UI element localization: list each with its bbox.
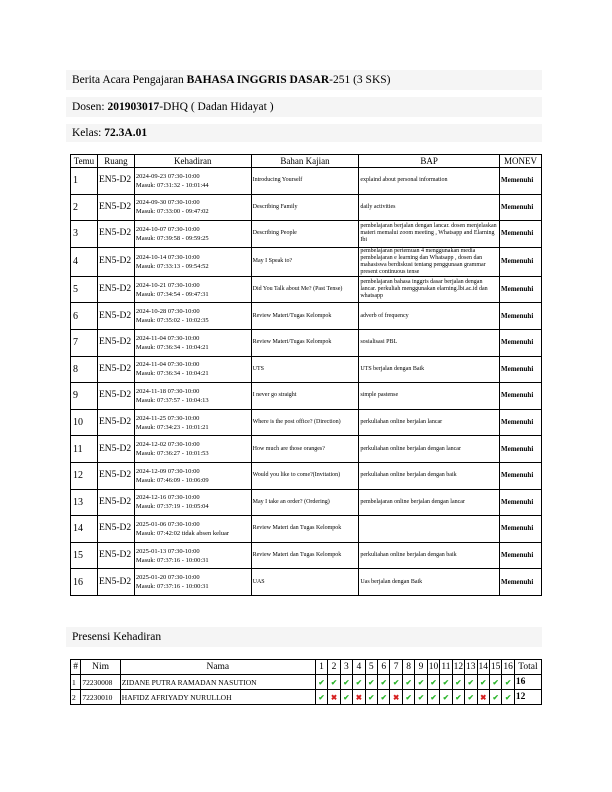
meeting-checkin: Masuk: 07:37:57 - 10:04:13 bbox=[135, 396, 209, 404]
meeting-number: 5 bbox=[71, 276, 98, 303]
meeting-checkin: Masuk: 07:36:34 - 10:04:21 bbox=[135, 370, 209, 378]
meeting-checkin: Masuk: 07:39:58 - 09:59:25 bbox=[135, 234, 209, 242]
meeting-bap: pembelajaran online berjalan dengan lancar bbox=[359, 489, 500, 516]
meeting-monev: Memenuhi bbox=[499, 221, 541, 248]
meeting-monev: Memenuhi bbox=[499, 303, 541, 330]
meeting-row bbox=[71, 436, 542, 463]
meeting-schedule: 2024-11-04 07:30-10:00 bbox=[135, 361, 200, 369]
col-bahan-kajian: Bahan Kajian bbox=[251, 155, 359, 168]
meeting-bap: pembelajaran bahasa inggris dasar berjalan dengan lancar. perkuliah menggunakan elarning.lbi.ac.id dan whatsapp bbox=[359, 276, 500, 303]
present-check-icon: ✔ bbox=[328, 675, 340, 690]
class-line bbox=[66, 124, 542, 142]
attendance-col-meeting-3: 3 bbox=[340, 660, 352, 675]
meeting-bap: perkuliahan online berjalan lancar bbox=[359, 409, 500, 436]
meeting-schedule: 2024-10-21 07:30-10:00 bbox=[135, 281, 200, 289]
meeting-attendance bbox=[134, 489, 251, 516]
attendance-col-meeting-15: 15 bbox=[489, 660, 501, 675]
meeting-schedule: 2024-11-18 07:30-10:00 bbox=[135, 387, 200, 395]
meeting-row bbox=[71, 569, 542, 596]
meeting-bap: perkuliahan online berjalan dengan baik bbox=[359, 542, 500, 569]
meeting-row bbox=[71, 168, 542, 195]
meeting-bap: perkuliahan online berjalan dengan baik bbox=[359, 462, 500, 489]
meeting-topic: UTS bbox=[251, 356, 359, 383]
meeting-row bbox=[71, 329, 542, 356]
meeting-checkin: Masuk: 07:36:27 - 10:01:53 bbox=[135, 450, 209, 458]
attendance-table bbox=[70, 659, 542, 705]
meeting-row bbox=[71, 276, 542, 303]
meeting-bap: pembelajaran berjalan dengan lancar. dosen menjelaskan materi memalui zoom meeting , Whatsapp and Elarning Ibi bbox=[359, 221, 500, 248]
meeting-row bbox=[71, 194, 542, 221]
meeting-room: EN5-D2 bbox=[97, 247, 134, 276]
meeting-number: 6 bbox=[71, 303, 98, 330]
attendance-col-meeting-6: 6 bbox=[378, 660, 390, 675]
meeting-row bbox=[71, 489, 542, 516]
attendance-col-meeting-5: 5 bbox=[365, 660, 377, 675]
meeting-attendance bbox=[134, 221, 251, 248]
meeting-number: 11 bbox=[71, 436, 98, 463]
present-check-icon: ✔ bbox=[378, 690, 390, 705]
lecturer-label: Dosen: bbox=[72, 101, 108, 113]
meeting-checkin: Masuk: 07:36:34 - 10:04:21 bbox=[135, 343, 209, 351]
meeting-bap: Uas berjalan dengan Baik bbox=[359, 569, 500, 596]
meeting-monev: Memenuhi bbox=[499, 276, 541, 303]
meeting-attendance bbox=[134, 303, 251, 330]
meeting-number: 8 bbox=[71, 356, 98, 383]
class-label: Kelas: bbox=[72, 127, 105, 139]
meeting-bap: simple pastense bbox=[359, 383, 500, 410]
meeting-attendance bbox=[134, 409, 251, 436]
meeting-topic: Describing People bbox=[251, 221, 359, 248]
meeting-bap: sosialisasi PBL bbox=[359, 329, 500, 356]
meeting-checkin: Masuk: 07:33:13 - 09:54:52 bbox=[135, 262, 209, 270]
col-temu: Temu bbox=[71, 155, 98, 168]
absent-cross-icon: ✖ bbox=[390, 690, 402, 705]
presensi-title-bar bbox=[66, 627, 542, 647]
student-name: ZIDANE PUTRA RAMADAN NASUTION bbox=[120, 675, 315, 690]
present-check-icon: ✔ bbox=[415, 675, 427, 690]
meeting-topic: Review Materi/Tugas Kelompok bbox=[251, 329, 359, 356]
meeting-monev: Memenuhi bbox=[499, 168, 541, 195]
meeting-number: 2 bbox=[71, 194, 98, 221]
meeting-number: 7 bbox=[71, 329, 98, 356]
meeting-schedule: 2024-10-14 07:30-10:00 bbox=[135, 253, 200, 261]
meeting-schedule: 2025-01-06 07:30-10:00 bbox=[135, 520, 200, 528]
meeting-checkin: Masuk: 07:37:16 - 10:00:31 bbox=[135, 583, 209, 591]
meeting-schedule: 2024-12-02 07:30-10:00 bbox=[135, 441, 200, 449]
student-name: HAFIDZ AFRIYADY NURULLOH bbox=[120, 690, 315, 705]
class-code: 72.3A.01 bbox=[104, 127, 148, 139]
meeting-room: EN5-D2 bbox=[97, 542, 134, 569]
meeting-room: EN5-D2 bbox=[97, 383, 134, 410]
meeting-monev: Memenuhi bbox=[499, 489, 541, 516]
meeting-room: EN5-D2 bbox=[97, 168, 134, 195]
meeting-topic: Did You Talk about Me? (Past Tense) bbox=[251, 276, 359, 303]
attendance-col-meeting-12: 12 bbox=[452, 660, 464, 675]
meetings-table bbox=[70, 154, 542, 596]
attendance-col-meeting-10: 10 bbox=[427, 660, 439, 675]
present-check-icon: ✔ bbox=[365, 675, 377, 690]
course-title-suffix: -251 (3 SKS) bbox=[329, 74, 391, 86]
attendance-col-nama: Nama bbox=[120, 660, 315, 675]
meeting-row bbox=[71, 247, 542, 276]
meeting-attendance bbox=[134, 194, 251, 221]
meeting-schedule: 2025-01-13 07:30-10:00 bbox=[135, 547, 200, 555]
meeting-attendance bbox=[134, 356, 251, 383]
meeting-attendance bbox=[134, 516, 251, 543]
present-check-icon: ✔ bbox=[340, 675, 352, 690]
meeting-number: 13 bbox=[71, 489, 98, 516]
meeting-attendance bbox=[134, 383, 251, 410]
attendance-row bbox=[71, 675, 542, 690]
present-check-icon: ✔ bbox=[465, 675, 477, 690]
present-check-icon: ✔ bbox=[489, 690, 501, 705]
meeting-room: EN5-D2 bbox=[97, 303, 134, 330]
meeting-attendance bbox=[134, 168, 251, 195]
meeting-number: 12 bbox=[71, 462, 98, 489]
meeting-row bbox=[71, 356, 542, 383]
meeting-bap bbox=[359, 516, 500, 543]
student-nim: 72230008 bbox=[81, 675, 120, 690]
meeting-row bbox=[71, 409, 542, 436]
present-check-icon: ✔ bbox=[427, 690, 439, 705]
lecturer-id: 201903017 bbox=[107, 101, 160, 113]
meeting-topic: May I Speak to? bbox=[251, 247, 359, 276]
meeting-topic: Where is the post office? (Direction) bbox=[251, 409, 359, 436]
meeting-bap: pembelajaran pertemuan 4 menggunakan media pembelajaran e learning dan Whatsapp , dosen dan mahasiswa berdiskusi tentang penggunaan grammar present continuous tense bbox=[359, 247, 500, 276]
attendance-col-no: # bbox=[71, 660, 81, 675]
col-monev: MONEV bbox=[499, 155, 541, 168]
absent-cross-icon: ✖ bbox=[353, 690, 365, 705]
attendance-col-meeting-2: 2 bbox=[328, 660, 340, 675]
meeting-monev: Memenuhi bbox=[499, 194, 541, 221]
meeting-row bbox=[71, 383, 542, 410]
meeting-number: 16 bbox=[71, 569, 98, 596]
meeting-schedule: 2024-09-30 07:30-10:00 bbox=[135, 199, 200, 207]
meeting-room: EN5-D2 bbox=[97, 356, 134, 383]
meeting-row bbox=[71, 221, 542, 248]
attendance-col-meeting-1: 1 bbox=[315, 660, 327, 675]
present-check-icon: ✔ bbox=[402, 675, 414, 690]
meeting-number: 10 bbox=[71, 409, 98, 436]
presensi-title: Presensi Kehadiran bbox=[72, 631, 162, 643]
attendance-col-meeting-14: 14 bbox=[477, 660, 489, 675]
meeting-checkin: Masuk: 07:33:00 - 09:47:02 bbox=[135, 208, 209, 216]
meeting-schedule: 2024-10-28 07:30-10:00 bbox=[135, 308, 200, 316]
meeting-number: 1 bbox=[71, 168, 98, 195]
meeting-monev: Memenuhi bbox=[499, 383, 541, 410]
attendance-col-meeting-8: 8 bbox=[402, 660, 414, 675]
meeting-row bbox=[71, 462, 542, 489]
present-check-icon: ✔ bbox=[452, 690, 464, 705]
meeting-attendance bbox=[134, 462, 251, 489]
meeting-attendance bbox=[134, 436, 251, 463]
present-check-icon: ✔ bbox=[315, 690, 327, 705]
meeting-schedule: 2024-12-16 07:30-10:00 bbox=[135, 494, 200, 502]
meeting-schedule: 2024-10-07 07:30-10:00 bbox=[135, 225, 200, 233]
course-title-line bbox=[66, 70, 542, 90]
attendance-col-meeting-7: 7 bbox=[390, 660, 402, 675]
present-check-icon: ✔ bbox=[402, 690, 414, 705]
course-name: BAHASA INGGRIS DASAR bbox=[186, 74, 330, 86]
meeting-row bbox=[71, 542, 542, 569]
meeting-schedule: 2025-01-20 07:30-10:00 bbox=[135, 574, 200, 582]
lecturer-name: -DHQ ( Dadan Hidayat ) bbox=[159, 101, 274, 113]
meeting-checkin: Masuk: 07:37:19 - 10:05:04 bbox=[135, 503, 209, 511]
meeting-checkin: Masuk: 07:34:54 - 09:47:31 bbox=[135, 290, 209, 298]
present-check-icon: ✔ bbox=[440, 675, 452, 690]
student-no: 2 bbox=[71, 690, 81, 705]
meeting-topic: Introducing Yourself bbox=[251, 168, 359, 195]
meeting-schedule: 2024-09-23 07:30-10:00 bbox=[135, 172, 200, 180]
col-kehadiran: Kehadiran bbox=[134, 155, 251, 168]
present-check-icon: ✔ bbox=[502, 690, 514, 705]
meeting-checkin: Masuk: 07:46:09 - 10:06:09 bbox=[135, 476, 209, 484]
meeting-monev: Memenuhi bbox=[499, 329, 541, 356]
meeting-room: EN5-D2 bbox=[97, 462, 134, 489]
meeting-monev: Memenuhi bbox=[499, 569, 541, 596]
meeting-number: 14 bbox=[71, 516, 98, 543]
meeting-row bbox=[71, 303, 542, 330]
present-check-icon: ✔ bbox=[427, 675, 439, 690]
student-total: 12 bbox=[514, 690, 541, 705]
meeting-room: EN5-D2 bbox=[97, 569, 134, 596]
meeting-bap: daily activities bbox=[359, 194, 500, 221]
present-check-icon: ✔ bbox=[440, 690, 452, 705]
attendance-header-row bbox=[71, 660, 542, 675]
meeting-attendance bbox=[134, 247, 251, 276]
meeting-bap: perkuliahan online berjalan dengan lancar bbox=[359, 436, 500, 463]
meeting-number: 4 bbox=[71, 247, 98, 276]
attendance-col-meeting-16: 16 bbox=[502, 660, 514, 675]
meeting-number: 9 bbox=[71, 383, 98, 410]
meeting-monev: Memenuhi bbox=[499, 356, 541, 383]
present-check-icon: ✔ bbox=[415, 690, 427, 705]
absent-cross-icon: ✖ bbox=[328, 690, 340, 705]
attendance-col-total: Total bbox=[514, 660, 541, 675]
meetings-header-row bbox=[71, 155, 542, 168]
meeting-checkin: Masuk: 07:31:32 - 10:01:44 bbox=[135, 181, 209, 189]
meeting-row bbox=[71, 516, 542, 543]
col-bap: BAP bbox=[359, 155, 500, 168]
meeting-topic: Review Materi dan Tugas Kelompok bbox=[251, 542, 359, 569]
meeting-monev: Memenuhi bbox=[499, 462, 541, 489]
meeting-monev: Memenuhi bbox=[499, 542, 541, 569]
meeting-monev: Memenuhi bbox=[499, 247, 541, 276]
present-check-icon: ✔ bbox=[315, 675, 327, 690]
col-ruang: Ruang bbox=[97, 155, 134, 168]
student-no: 1 bbox=[71, 675, 81, 690]
meeting-topic: UAS bbox=[251, 569, 359, 596]
meeting-checkin: Masuk: 07:35:02 - 10:02:35 bbox=[135, 317, 209, 325]
meeting-checkin: Masuk: 07:37:16 - 10:00:31 bbox=[135, 556, 209, 564]
meeting-schedule: 2024-11-25 07:30-10:00 bbox=[135, 414, 200, 422]
meeting-topic: How much are those oranges? bbox=[251, 436, 359, 463]
attendance-col-meeting-13: 13 bbox=[465, 660, 477, 675]
meeting-room: EN5-D2 bbox=[97, 276, 134, 303]
meeting-topic: Describing Family bbox=[251, 194, 359, 221]
attendance-col-meeting-4: 4 bbox=[353, 660, 365, 675]
meeting-bap: explaind about personal information bbox=[359, 168, 500, 195]
meeting-room: EN5-D2 bbox=[97, 516, 134, 543]
meeting-topic: May I take an order? (Ordering) bbox=[251, 489, 359, 516]
meeting-attendance bbox=[134, 569, 251, 596]
present-check-icon: ✔ bbox=[477, 675, 489, 690]
attendance-col-nim: Nim bbox=[81, 660, 120, 675]
attendance-col-meeting-11: 11 bbox=[440, 660, 452, 675]
meeting-bap: adverb of frequency bbox=[359, 303, 500, 330]
meeting-topic: Review Materi/Tugas Kelompok bbox=[251, 303, 359, 330]
meeting-room: EN5-D2 bbox=[97, 489, 134, 516]
meeting-monev: Memenuhi bbox=[499, 516, 541, 543]
meeting-checkin: Masuk: 07:42:02 tidak absen keluar bbox=[135, 529, 230, 537]
present-check-icon: ✔ bbox=[353, 675, 365, 690]
absent-cross-icon: ✖ bbox=[477, 690, 489, 705]
present-check-icon: ✔ bbox=[365, 690, 377, 705]
meeting-schedule: 2024-12-09 07:30-10:00 bbox=[135, 467, 200, 475]
attendance-row bbox=[71, 690, 542, 705]
meeting-attendance bbox=[134, 542, 251, 569]
present-check-icon: ✔ bbox=[340, 690, 352, 705]
meeting-room: EN5-D2 bbox=[97, 436, 134, 463]
meeting-topic: Would you like to come?(Invitation) bbox=[251, 462, 359, 489]
meeting-room: EN5-D2 bbox=[97, 409, 134, 436]
meeting-topic: I never go straight bbox=[251, 383, 359, 410]
lecturer-line bbox=[66, 97, 542, 117]
meeting-attendance bbox=[134, 329, 251, 356]
present-check-icon: ✔ bbox=[452, 675, 464, 690]
student-nim: 72230010 bbox=[81, 690, 120, 705]
present-check-icon: ✔ bbox=[378, 675, 390, 690]
meeting-bap: UTS berjalan dengan Baik bbox=[359, 356, 500, 383]
meeting-room: EN5-D2 bbox=[97, 329, 134, 356]
course-title-prefix: Berita Acara Pengajaran bbox=[72, 74, 187, 86]
meeting-number: 15 bbox=[71, 542, 98, 569]
meeting-attendance bbox=[134, 276, 251, 303]
meeting-room: EN5-D2 bbox=[97, 194, 134, 221]
present-check-icon: ✔ bbox=[489, 675, 501, 690]
meeting-checkin: Masuk: 07:34:23 - 10:01:21 bbox=[135, 423, 209, 431]
attendance-col-meeting-9: 9 bbox=[415, 660, 427, 675]
meeting-monev: Memenuhi bbox=[499, 409, 541, 436]
meeting-room: EN5-D2 bbox=[97, 221, 134, 248]
present-check-icon: ✔ bbox=[390, 675, 402, 690]
meeting-number: 3 bbox=[71, 221, 98, 248]
present-check-icon: ✔ bbox=[502, 675, 514, 690]
present-check-icon: ✔ bbox=[465, 690, 477, 705]
meeting-monev: Memenuhi bbox=[499, 436, 541, 463]
meeting-schedule: 2024-11-04 07:30-10:00 bbox=[135, 334, 200, 342]
meeting-topic: Review Materi dan Tugas Kelompok bbox=[251, 516, 359, 543]
student-total: 16 bbox=[514, 675, 541, 690]
